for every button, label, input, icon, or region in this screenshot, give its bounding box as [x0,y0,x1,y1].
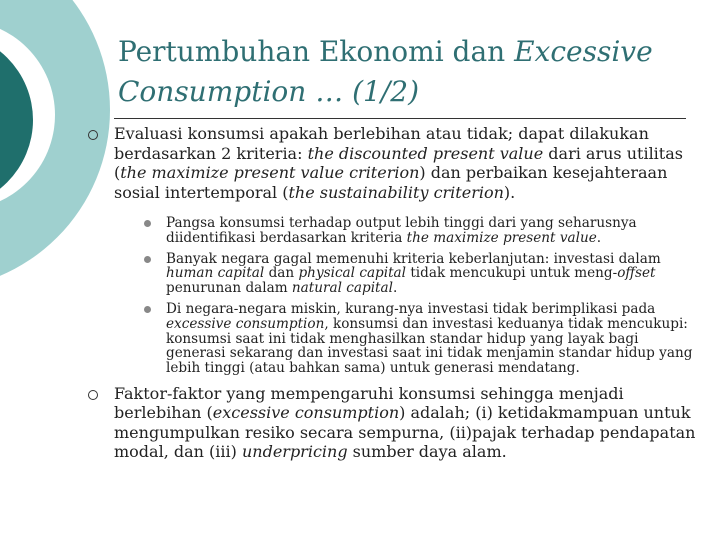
sub-bullet-text-3: Di negara-negara miskin, kurang-nya investasi tidak berimplikasi pada excessive consumption, konsumsi dan investasi keduanya tidak mencukupi: konsumsi saat ini tidak menghasilkan standar hidup yang layak bagi generasi sekarang dan investasi saat ini tidak menjamin standar hidup yang lebih tinggi (atau bahkan sama) untuk generasi mendatang. [166,300,693,377]
hollow-circle-bullet-icon [88,390,98,400]
bullet-text-1: Evaluasi konsumsi apakah berlebihan atau tidak; dapat dilakukan berdasarkan 2 kriteria: the discounted present value dari arus utilitas (the maximize present value criterion) dan perbaikan kesejahteraan sosial intertemporal (the sustainability criterion). [114,124,683,202]
hollow-circle-bullet-icon [88,130,98,140]
title-line-1 [118,32,708,72]
bullet-text-2: Faktor-faktor yang mempengaruhi konsumsi sehingga menjadi berlebihan (excessive consumption) adalah; (i) ketidakmampuan untuk mengumpulkan resiko secara sempurna, (ii)pajak terhadap pendapatan modal, dan (iii) underpricing sumber daya alam. [114,383,696,462]
title-line-2: Consumption … (1/2) [118,75,419,108]
sub-bullet-item-1 [144,216,700,246]
sub-bullet-text-2: Banyak negara gagal memenuhi kriteria keberlanjutan: investasi dalam human capital dan physical capital tidak mencukupi untuk meng-offset penurunan dalam natural capital. [166,250,661,297]
filled-dot-bullet-icon [144,256,151,263]
title-line-1-plain: Pertumbuhan Ekonomi dan [118,35,515,68]
slide-body [88,124,700,462]
sub-bullet-text-1: Pangsa konsumsi terhadap output lebih tinggi dari yang seharusnya diidentifikasi berdasarkan kriteria the maximize present value. [166,215,637,246]
filled-dot-bullet-icon [144,306,151,313]
sub-bullet-item-2 [144,252,700,296]
bullet-item-1 [88,124,700,202]
slide-title [118,32,708,112]
filled-dot-bullet-icon [144,220,151,227]
sub-bullet-item-3 [144,302,700,376]
bullet-item-2 [88,384,700,462]
title-divider [114,118,686,119]
title-line-1-italic: Excessive [514,35,653,68]
